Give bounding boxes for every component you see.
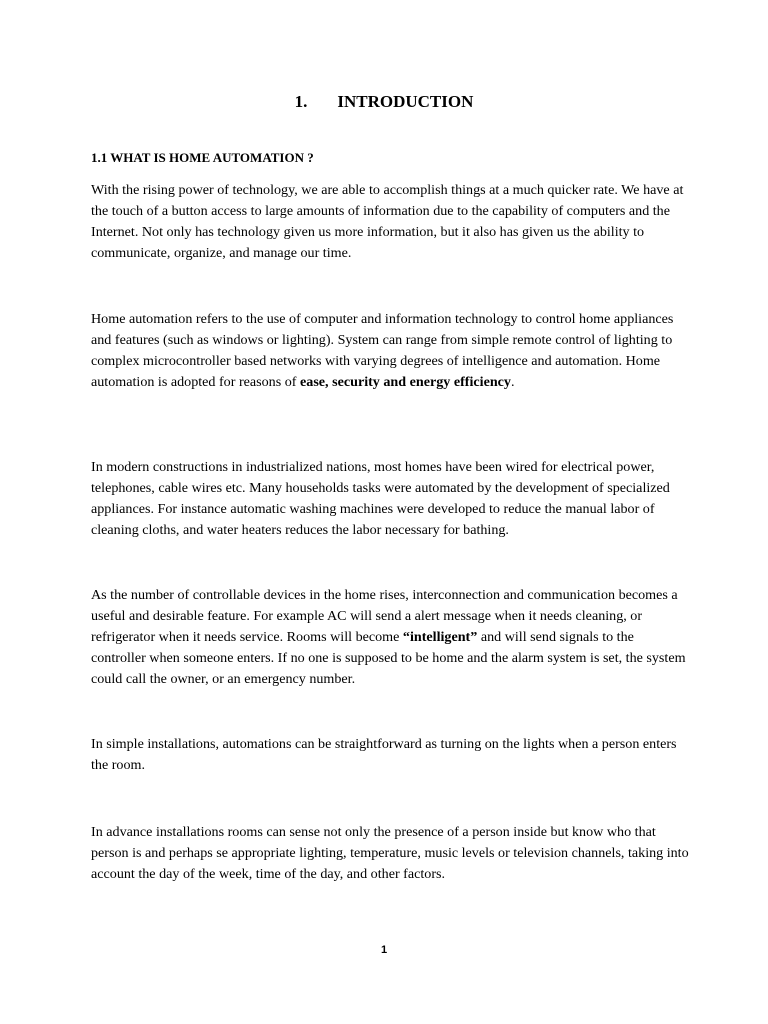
emphasis-text: ease, security and energy efficiency [300,374,511,390]
chapter-title-text: INTRODUCTION [337,92,474,111]
paragraph-text: Home automation refers to the use of computer and information technology to control home appliances and features (such as windows or lighting). System can range from simple remote control of lighting to complex microcontroller based networks with varying degrees of intelligence and automation. Home automation is adopted for reasons of [91,311,674,390]
paragraph-advance-installations: In advance installations rooms can sense not only the presence of a person inside but know who that person is and perhaps se appropriate lighting, temperature, music levels or television channels, taking into account the day of the week, time of the day, and other factors. [91,824,689,882]
chapter-number: 1. [294,92,308,111]
paragraph-modern-constructions: In modern constructions in industrialized nations, most homes have been wired for electrical power, telephones, cable wires etc. Many households tasks were automated by the development of specialized appliances. For instance automatic washing machines were developed to reduce the manual labor of cleaning cloths, and water heaters reduces the labor necessary for bathing. [91,459,670,538]
paragraph-controllable-devices [91,585,691,690]
paragraph-technology: With the rising power of technology, we are able to accomplish things at a much quicker rate. We have at the touch of a button access to large amounts of information due to the capability of computers and the Internet. Not only has technology given us more information, but it also has given us the ability to communicate, organize, and manage our time. [91,182,684,261]
section-title: 1.1 WHAT IS HOME AUTOMATION ? [91,150,314,165]
paragraph-text: . [510,374,515,390]
paragraph-text: and will send signals to the controller when someone enters. If no one is supposed to be home and the alarm system is set, the system could call the owner, or an emergency number. [91,629,686,687]
emphasis-text: “intelligent” [402,629,478,645]
paragraph-simple-installations: In simple installations, automations can be straightforward as turning on the lights when a person enters the room. [91,736,677,773]
paragraph-home-automation-definition [91,309,691,393]
page-number: 1 [380,944,388,956]
paragraph-text: As the number of controllable devices in the home rises, interconnection and communication becomes a useful and desirable feature. For example AC will send a alert message when it needs cleaning, or refrigerator when it needs service. Rooms will become [91,587,678,645]
chapter-title [0,92,768,112]
